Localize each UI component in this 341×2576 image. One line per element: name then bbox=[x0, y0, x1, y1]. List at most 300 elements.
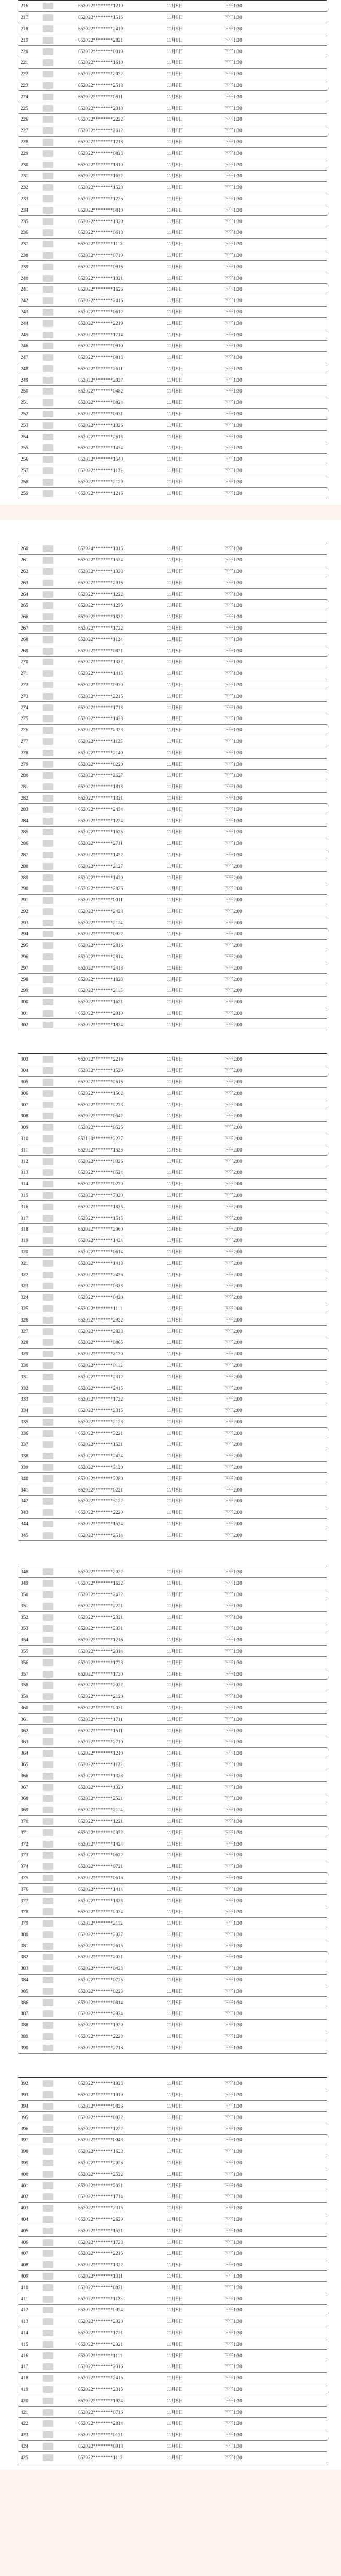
id-number: 652022********0725 bbox=[78, 1974, 167, 1985]
id-number: 652022********0525 bbox=[78, 1121, 167, 1133]
date-cell: 11月8日 bbox=[167, 1076, 224, 1088]
id-number: 652022********1124 bbox=[78, 634, 167, 645]
time-slot: 下午1:30 bbox=[224, 1645, 327, 1657]
date-cell: 11月8日 bbox=[167, 1156, 224, 1167]
spacer-cell bbox=[54, 91, 78, 102]
date-cell: 11月8日 bbox=[167, 250, 224, 261]
spacer-cell bbox=[54, 1496, 78, 1507]
name-cell bbox=[42, 974, 54, 985]
spacer-cell bbox=[54, 159, 78, 171]
table-row bbox=[18, 985, 327, 997]
table-row bbox=[18, 2078, 327, 2089]
date-cell: 11月8日 bbox=[167, 46, 224, 57]
row-number: 368 bbox=[18, 1793, 42, 1804]
time-slot: 下午1:30 bbox=[224, 589, 327, 600]
row-number: 312 bbox=[18, 1156, 42, 1167]
name-cell bbox=[42, 2293, 54, 2305]
time-slot: 下午1:30 bbox=[224, 1815, 327, 1827]
time-slot: 下午1:30 bbox=[224, 1917, 327, 1929]
id-number: 652022********2022 bbox=[78, 1566, 167, 1578]
redacted-name-mask bbox=[43, 987, 53, 994]
time-slot: 下午1:30 bbox=[224, 2282, 327, 2293]
redacted-name-mask bbox=[43, 2216, 53, 2223]
table-row bbox=[18, 872, 327, 883]
row-number: 362 bbox=[18, 1725, 42, 1736]
spacer-cell bbox=[54, 634, 78, 645]
name-cell bbox=[42, 306, 54, 318]
name-cell bbox=[42, 1838, 54, 1850]
table-row bbox=[18, 1963, 327, 1974]
row-number: 282 bbox=[18, 792, 42, 804]
name-cell bbox=[42, 838, 54, 849]
name-cell bbox=[42, 1895, 54, 1906]
redacted-name-mask bbox=[43, 1988, 53, 1995]
name-cell bbox=[42, 1405, 54, 1416]
row-number: 218 bbox=[18, 23, 42, 34]
name-cell bbox=[42, 295, 54, 306]
date-cell: 11月8日 bbox=[167, 1337, 224, 1348]
row-number: 417 bbox=[18, 2361, 42, 2372]
id-number: 652022********2821 bbox=[78, 34, 167, 46]
table-row bbox=[18, 2361, 327, 2372]
name-cell bbox=[42, 159, 54, 171]
spacer-cell bbox=[54, 1770, 78, 1782]
time-slot: 下午1:30 bbox=[224, 272, 327, 284]
time-slot: 下午2:00 bbox=[224, 1359, 327, 1371]
name-cell bbox=[42, 1929, 54, 1940]
spacer-cell bbox=[54, 622, 78, 634]
name-cell bbox=[42, 2146, 54, 2157]
table-row bbox=[18, 2191, 327, 2202]
id-number: 652022********1216 bbox=[78, 1634, 167, 1645]
time-slot: 下午2:00 bbox=[224, 1212, 327, 1224]
id-number: 652022********0826 bbox=[78, 2100, 167, 2112]
redacted-name-mask bbox=[43, 309, 53, 316]
redacted-name-mask bbox=[43, 1682, 53, 1689]
id-number: 652022********1422 bbox=[78, 849, 167, 860]
spacer-cell bbox=[54, 2440, 78, 2452]
spacer-cell bbox=[54, 679, 78, 690]
name-cell bbox=[42, 2407, 54, 2418]
date-cell: 11月8日 bbox=[167, 1326, 224, 1337]
redacted-name-mask bbox=[43, 286, 53, 293]
redacted-name-mask bbox=[43, 2363, 53, 2370]
spacer-cell bbox=[54, 1212, 78, 1224]
id-number: 652022********1919 bbox=[78, 2089, 167, 2100]
redacted-name-mask bbox=[43, 1795, 53, 1802]
date-cell: 11月8日 bbox=[167, 1416, 224, 1428]
spacer-cell bbox=[54, 1634, 78, 1645]
id-number: 652022********1722 bbox=[78, 1393, 167, 1405]
redacted-name-mask bbox=[43, 1728, 53, 1734]
table-row bbox=[18, 1600, 327, 1612]
redacted-name-mask bbox=[43, 2318, 53, 2325]
name-cell bbox=[42, 724, 54, 736]
row-number: 403 bbox=[18, 2202, 42, 2214]
name-cell bbox=[42, 113, 54, 125]
date-cell: 11月8日 bbox=[167, 2372, 224, 2384]
roster-table bbox=[18, 0, 327, 499]
id-number: 652022********1415 bbox=[78, 668, 167, 679]
table-row bbox=[18, 227, 327, 238]
name-cell bbox=[42, 1348, 54, 1359]
redacted-name-mask bbox=[43, 659, 53, 665]
id-number: 652022********1825 bbox=[78, 1201, 167, 1212]
spacer-cell bbox=[54, 295, 78, 306]
id-number: 652022********2223 bbox=[78, 2031, 167, 2042]
row-number: 411 bbox=[18, 2293, 42, 2305]
id-number: 652022********2020 bbox=[78, 2316, 167, 2327]
name-cell bbox=[42, 1133, 54, 1144]
spacer-cell bbox=[54, 2134, 78, 2146]
id-number: 652022********1720 bbox=[78, 1668, 167, 1680]
table-row bbox=[18, 1702, 327, 1714]
id-number: 652022********2516 bbox=[78, 1076, 167, 1088]
time-slot: 下午1:30 bbox=[224, 2372, 327, 2384]
id-number: 652022********2120 bbox=[78, 1348, 167, 1359]
id-number: 652022********2114 bbox=[78, 917, 167, 929]
redacted-name-mask bbox=[43, 2454, 53, 2461]
spacer-cell bbox=[54, 1747, 78, 1759]
id-number: 652022********0824 bbox=[78, 397, 167, 408]
spacer-cell bbox=[54, 1314, 78, 1326]
date-cell: 11月8日 bbox=[167, 23, 224, 34]
time-slot: 下午2:00 bbox=[224, 1121, 327, 1133]
redacted-name-mask bbox=[43, 2420, 53, 2427]
id-number: 652022********2627 bbox=[78, 769, 167, 781]
row-number: 269 bbox=[18, 645, 42, 657]
name-cell bbox=[42, 1065, 54, 1076]
id-number: 652022********0924 bbox=[78, 2304, 167, 2316]
redacted-name-mask bbox=[43, 931, 53, 937]
id-number: 652022********0821 bbox=[78, 645, 167, 657]
table-row bbox=[18, 838, 327, 849]
id-number: 652022********2315 bbox=[78, 2202, 167, 2214]
name-cell bbox=[42, 488, 54, 499]
redacted-name-mask bbox=[43, 1761, 53, 1768]
table-row bbox=[18, 1714, 327, 1725]
name-cell bbox=[42, 1518, 54, 1529]
time-slot: 下午1:30 bbox=[224, 2237, 327, 2248]
id-number: 652022********2114 bbox=[78, 1804, 167, 1815]
time-slot: 下午1:30 bbox=[224, 57, 327, 68]
time-slot: 下午1:30 bbox=[224, 2008, 327, 2020]
redacted-name-mask bbox=[43, 795, 53, 802]
row-number: 281 bbox=[18, 781, 42, 792]
date-cell: 11月8日 bbox=[167, 872, 224, 883]
time-slot: 下午2:00 bbox=[224, 962, 327, 974]
date-cell: 11月8日 bbox=[167, 668, 224, 679]
id-number: 652022********2280 bbox=[78, 1473, 167, 1484]
time-slot: 下午1:30 bbox=[224, 2384, 327, 2395]
date-cell: 11月8日 bbox=[167, 1974, 224, 1985]
time-slot: 下午1:30 bbox=[224, 1884, 327, 1895]
date-cell: 11月8日 bbox=[167, 1702, 224, 1714]
id-number: 652022********2932 bbox=[78, 1827, 167, 1838]
spacer-cell bbox=[54, 329, 78, 341]
id-number: 652022********2315 bbox=[78, 1405, 167, 1416]
name-cell bbox=[42, 917, 54, 929]
id-number: 652022********2615 bbox=[78, 1940, 167, 1952]
date-cell: 11月8日 bbox=[167, 1634, 224, 1645]
date-cell: 11月8日 bbox=[167, 860, 224, 872]
redacted-name-mask bbox=[43, 1886, 53, 1893]
time-slot: 下午2:00 bbox=[224, 1201, 327, 1212]
spacer-cell bbox=[54, 566, 78, 577]
row-number: 366 bbox=[18, 1770, 42, 1782]
redacted-name-mask bbox=[43, 1908, 53, 1915]
time-slot: 下午1:30 bbox=[224, 148, 327, 159]
redacted-name-mask bbox=[43, 399, 53, 406]
time-slot: 下午1:30 bbox=[224, 1759, 327, 1770]
spacer-cell bbox=[54, 2237, 78, 2248]
table-row bbox=[18, 1929, 327, 1940]
date-cell: 11月8日 bbox=[167, 1906, 224, 1917]
date-cell: 11月8日 bbox=[167, 1, 224, 12]
id-number: 652022********0813 bbox=[78, 351, 167, 363]
name-cell bbox=[42, 2225, 54, 2237]
table-row bbox=[18, 1507, 327, 1518]
spacer-cell bbox=[54, 939, 78, 951]
time-slot: 下午2:00 bbox=[224, 1269, 327, 1280]
table-row bbox=[18, 951, 327, 962]
table-row bbox=[18, 1428, 327, 1439]
spacer-cell bbox=[54, 250, 78, 261]
redacted-name-mask bbox=[43, 727, 53, 734]
time-slot: 下午1:30 bbox=[224, 2168, 327, 2180]
id-number: 652022********0323 bbox=[78, 1280, 167, 1291]
redacted-name-mask bbox=[43, 613, 53, 620]
table-row bbox=[18, 826, 327, 838]
spacer-cell bbox=[54, 645, 78, 657]
time-slot: 下午1:30 bbox=[224, 1952, 327, 1963]
date-cell: 11月8日 bbox=[167, 917, 224, 929]
redacted-name-mask bbox=[43, 1920, 53, 1927]
table-row bbox=[18, 1634, 327, 1645]
name-cell bbox=[42, 849, 54, 860]
table-row bbox=[18, 2429, 327, 2440]
table-row bbox=[18, 442, 327, 454]
name-cell bbox=[42, 2259, 54, 2270]
row-number: 350 bbox=[18, 1589, 42, 1600]
time-slot: 下午1:30 bbox=[224, 2316, 327, 2327]
date-cell: 11月8日 bbox=[167, 80, 224, 91]
name-cell bbox=[42, 227, 54, 238]
name-cell bbox=[42, 2361, 54, 2372]
name-cell bbox=[42, 420, 54, 431]
redacted-name-mask bbox=[43, 648, 53, 655]
row-number: 394 bbox=[18, 2100, 42, 2112]
date-cell: 11月8日 bbox=[167, 2361, 224, 2372]
spacer-cell bbox=[54, 1054, 78, 1065]
id-number: 652022********1540 bbox=[78, 453, 167, 465]
time-slot: 下午1:30 bbox=[224, 91, 327, 102]
time-slot: 下午1:30 bbox=[224, 645, 327, 657]
id-number: 652022********0220 bbox=[78, 1178, 167, 1189]
table-row bbox=[18, 2316, 327, 2327]
date-cell: 11月8日 bbox=[167, 1679, 224, 1691]
time-slot: 下午1:30 bbox=[224, 769, 327, 781]
document-page bbox=[0, 520, 341, 1037]
time-slot: 下午1:30 bbox=[224, 329, 327, 341]
row-number: 395 bbox=[18, 2112, 42, 2123]
redacted-name-mask bbox=[43, 2182, 53, 2189]
row-number: 236 bbox=[18, 227, 42, 238]
table-row bbox=[18, 318, 327, 329]
redacted-name-mask bbox=[43, 1056, 53, 1063]
spacer-cell bbox=[54, 1359, 78, 1371]
time-slot: 下午1:30 bbox=[224, 1985, 327, 1997]
id-number: 652022********1728 bbox=[78, 1657, 167, 1668]
id-number: 652022********1123 bbox=[78, 2293, 167, 2305]
date-cell: 11月8日 bbox=[167, 1382, 224, 1394]
date-cell: 11月8日 bbox=[167, 759, 224, 770]
table-row bbox=[18, 1246, 327, 1258]
name-cell bbox=[42, 2327, 54, 2338]
id-number: 652022********2415 bbox=[78, 1382, 167, 1394]
date-cell: 11月8日 bbox=[167, 148, 224, 159]
table-row bbox=[18, 849, 327, 860]
time-slot: 下午2:00 bbox=[224, 883, 327, 894]
row-number: 247 bbox=[18, 351, 42, 363]
redacted-name-mask bbox=[43, 71, 53, 77]
table-row bbox=[18, 2293, 327, 2305]
spacer-cell bbox=[54, 408, 78, 420]
redacted-name-mask bbox=[43, 1750, 53, 1757]
table-row bbox=[18, 295, 327, 306]
redacted-name-mask bbox=[43, 1249, 53, 1256]
time-slot: 下午1:30 bbox=[224, 2395, 327, 2407]
redacted-name-mask bbox=[43, 1385, 53, 1392]
time-slot: 下午2:00 bbox=[224, 1156, 327, 1167]
time-slot: 下午2:00 bbox=[224, 1258, 327, 1269]
time-slot: 下午2:00 bbox=[224, 1065, 327, 1076]
time-slot: 下午1:30 bbox=[224, 46, 327, 57]
spacer-cell bbox=[54, 318, 78, 329]
row-number: 277 bbox=[18, 736, 42, 747]
date-cell: 11月8日 bbox=[167, 939, 224, 951]
name-cell bbox=[42, 2157, 54, 2168]
id-number: 652022********1923 bbox=[78, 2078, 167, 2089]
date-cell: 11月8日 bbox=[167, 2112, 224, 2123]
spacer-cell bbox=[54, 2089, 78, 2100]
date-cell: 11月8日 bbox=[167, 170, 224, 181]
id-number: 652022********1920 bbox=[78, 2019, 167, 2031]
redacted-name-mask bbox=[43, 965, 53, 972]
time-slot: 下午2:00 bbox=[224, 1496, 327, 1507]
id-number: 652022********1823 bbox=[78, 974, 167, 985]
id-number: 652022********1218 bbox=[78, 136, 167, 148]
time-slot: 下午1:30 bbox=[224, 11, 327, 23]
table-row bbox=[18, 2247, 327, 2259]
table-row bbox=[18, 1668, 327, 1680]
redacted-name-mask bbox=[43, 1487, 53, 1494]
id-number: 652022********0423 bbox=[78, 1963, 167, 1974]
date-cell: 11月8日 bbox=[167, 2225, 224, 2237]
date-cell: 11月8日 bbox=[167, 883, 224, 894]
redacted-name-mask bbox=[43, 1784, 53, 1791]
name-cell bbox=[42, 1997, 54, 2008]
table-row bbox=[18, 2134, 327, 2146]
date-cell: 11月8日 bbox=[167, 1985, 224, 1997]
id-number: 652022********0719 bbox=[78, 250, 167, 261]
redacted-name-mask bbox=[43, 1603, 53, 1610]
redacted-name-mask bbox=[43, 1339, 53, 1346]
name-cell bbox=[42, 1189, 54, 1201]
id-number: 652022********1122 bbox=[78, 465, 167, 476]
row-number: 410 bbox=[18, 2282, 42, 2293]
date-cell: 11月8日 bbox=[167, 1668, 224, 1680]
date-cell: 11月8日 bbox=[167, 1612, 224, 1623]
date-cell: 11月8日 bbox=[167, 1189, 224, 1201]
row-number: 239 bbox=[18, 261, 42, 272]
id-number: 652022********2140 bbox=[78, 747, 167, 759]
redacted-name-mask bbox=[43, 2137, 53, 2143]
row-number: 334 bbox=[18, 1405, 42, 1416]
name-cell bbox=[42, 2338, 54, 2350]
document-page bbox=[0, 0, 341, 505]
name-cell bbox=[42, 1008, 54, 1019]
name-cell bbox=[42, 962, 54, 974]
table-row bbox=[18, 1121, 327, 1133]
redacted-name-mask bbox=[43, 1875, 53, 1881]
spacer-cell bbox=[54, 736, 78, 747]
row-number: 396 bbox=[18, 2123, 42, 2135]
id-number: 652022********0918 bbox=[78, 2440, 167, 2452]
date-cell: 11月8日 bbox=[167, 1303, 224, 1314]
row-number: 230 bbox=[18, 159, 42, 171]
row-number: 425 bbox=[18, 2452, 42, 2463]
row-number: 228 bbox=[18, 136, 42, 148]
table-row bbox=[18, 2008, 327, 2020]
spacer-cell bbox=[54, 1691, 78, 1702]
spacer-cell bbox=[54, 2168, 78, 2180]
table-row bbox=[18, 159, 327, 171]
row-number: 241 bbox=[18, 283, 42, 295]
name-cell bbox=[42, 951, 54, 962]
spacer-cell bbox=[54, 2395, 78, 2407]
name-cell bbox=[42, 1827, 54, 1838]
spacer-cell bbox=[54, 1518, 78, 1529]
row-number: 385 bbox=[18, 1985, 42, 1997]
time-slot: 下午1:30 bbox=[224, 204, 327, 216]
spacer-cell bbox=[54, 68, 78, 80]
id-number: 652022********2123 bbox=[78, 1416, 167, 1428]
redacted-name-mask bbox=[43, 1807, 53, 1813]
id-number: 652022********2924 bbox=[78, 2008, 167, 2020]
row-number: 253 bbox=[18, 420, 42, 431]
date-cell: 11月8日 bbox=[167, 1473, 224, 1484]
time-slot: 下午1:30 bbox=[224, 543, 327, 555]
spacer-cell bbox=[54, 1450, 78, 1461]
name-cell bbox=[42, 1623, 54, 1634]
id-number: 652022********1310 bbox=[78, 159, 167, 171]
name-cell bbox=[42, 679, 54, 690]
name-cell bbox=[42, 554, 54, 566]
time-slot: 下午1:30 bbox=[224, 193, 327, 204]
redacted-name-mask bbox=[43, 1102, 53, 1108]
spacer-cell bbox=[54, 668, 78, 679]
redacted-name-mask bbox=[43, 1580, 53, 1587]
table-row bbox=[18, 2225, 327, 2237]
spacer-cell bbox=[54, 2100, 78, 2112]
redacted-name-mask bbox=[43, 1818, 53, 1825]
table-row bbox=[18, 599, 327, 611]
row-number: 323 bbox=[18, 1280, 42, 1291]
row-number: 284 bbox=[18, 815, 42, 827]
row-number: 337 bbox=[18, 1439, 42, 1450]
redacted-name-mask bbox=[43, 783, 53, 790]
